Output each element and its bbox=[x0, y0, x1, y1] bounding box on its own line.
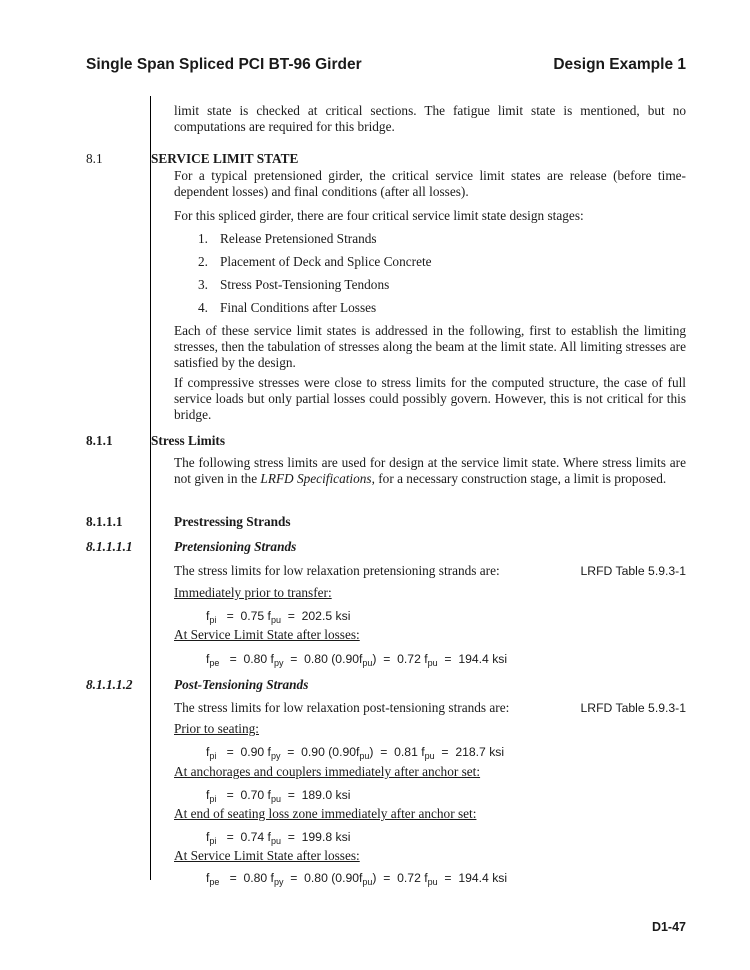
section-title-8-1-1-1: Prestressing Strands bbox=[174, 514, 291, 529]
section-number-8-1-1-1: 8.1.1.1 bbox=[86, 514, 123, 529]
section-title-8-1-1: Stress Limits bbox=[151, 433, 225, 448]
lrfd-specifications-emphasis: LRFD Specifications bbox=[260, 471, 372, 486]
condition-label: At Service Limit State after losses: bbox=[174, 627, 360, 642]
condition-label: Immediately prior to transfer: bbox=[174, 585, 332, 600]
intro-paragraph: limit state is checked at critical sections. The fatigue limit state is mentioned, but no computations are required for this bridge. bbox=[174, 103, 686, 134]
lrfd-reference: LRFD Table 5.9.3-1 bbox=[580, 701, 686, 715]
equation-pt-anchorage: $f_{pi} = 0.70$ $f_{pu} = 189.0$ ksi bbox=[206, 788, 351, 804]
header-title: Single Span Spliced PCI BT-96 Girder bbox=[86, 56, 362, 73]
paragraph-stress-limits: The following stress limits are used for design at the service limit state. Where stress limits are not given in the LRFD Specifications, for a necessary construction stage, a limit is proposed. bbox=[174, 455, 686, 486]
section-number-8-1-1: 8.1.1 bbox=[86, 433, 113, 448]
section-title-8-1: SERVICE LIMIT STATE bbox=[151, 151, 299, 166]
section-title-8-1-1-1-2: Post-Tensioning Strands bbox=[174, 677, 309, 692]
section-number-8-1: 8.1 bbox=[86, 151, 103, 166]
section-number-8-1-1-1-1: 8.1.1.1.1 bbox=[86, 539, 133, 554]
equation-pretension-service: $f_{pe} = 0.80$ $f_{py} = 0.80$ $(0.90f_{pu}) = 0.72$ $f_{pu} = 194.4$ ksi bbox=[206, 652, 508, 668]
list-item: 2. Placement of Deck and Splice Concrete bbox=[198, 254, 432, 269]
section-number-8-1-1-1-2: 8.1.1.1.2 bbox=[86, 677, 133, 692]
paragraph-typical-girder: For a typical pretensioned girder, the critical service limit states are release (before time-dependent losses) and final conditions (after all losses). bbox=[174, 168, 686, 199]
lrfd-reference: LRFD Table 5.9.3-1 bbox=[580, 564, 686, 578]
margin-rule bbox=[150, 96, 151, 880]
equation-pt-prior-seating: $f_{pi} = 0.90$ $f_{py} = 0.90$ $(0.90f_{pu}) = 0.81$ $f_{pu} = 218.7$ ksi bbox=[206, 745, 505, 761]
section-title-8-1-1-1-1: Pretensioning Strands bbox=[174, 539, 297, 554]
condition-label: At anchorages and couplers immediately after anchor set: bbox=[174, 764, 481, 779]
list-item: 4. Final Conditions after Losses bbox=[198, 300, 377, 315]
page-number: D1-47 bbox=[651, 920, 686, 934]
paragraph-four-stages: For this spliced girder, there are four critical service limit state design stages: bbox=[174, 208, 584, 223]
list-item: 1. Release Pretensioned Strands bbox=[198, 231, 377, 246]
condition-label: At end of seating loss zone immediately after anchor set: bbox=[174, 806, 477, 821]
equation-pt-service: $f_{pe} = 0.80$ $f_{py} = 0.80$ $(0.90f_{pu}) = 0.72$ $f_{pu} = 194.4$ ksi bbox=[206, 871, 508, 887]
post-tensioning-intro: The stress limits for low relaxation post-tensioning strands are: bbox=[174, 700, 510, 715]
header-example: Design Example 1 bbox=[553, 56, 686, 73]
list-item: 3. Stress Post-Tensioning Tendons bbox=[198, 277, 390, 292]
paragraph-service-limit-states: Each of these service limit states is addressed in the following, first to establish the limiting stresses, then the tabulation of stresses along the beam at the limit state. All limiting stresses are satisfied by the design. bbox=[174, 323, 686, 370]
equation-pretension-transfer: $f_{pi} = 0.75$ $f_{pu} = 202.5$ ksi bbox=[206, 609, 351, 625]
condition-label: Prior to seating: bbox=[174, 721, 259, 736]
condition-label: At Service Limit State after losses: bbox=[174, 848, 360, 863]
equation-pt-seating-zone: $f_{pi} = 0.74$ $f_{pu} = 199.8$ ksi bbox=[206, 830, 351, 846]
pretensioning-intro: The stress limits for low relaxation pretensioning strands are: bbox=[174, 563, 500, 578]
paragraph-compressive-stresses: If compressive stresses were close to stress limits for the computed structure, the case of full service loads but only partial losses could possibly govern. However, this is not critical for this bridge. bbox=[174, 375, 686, 422]
